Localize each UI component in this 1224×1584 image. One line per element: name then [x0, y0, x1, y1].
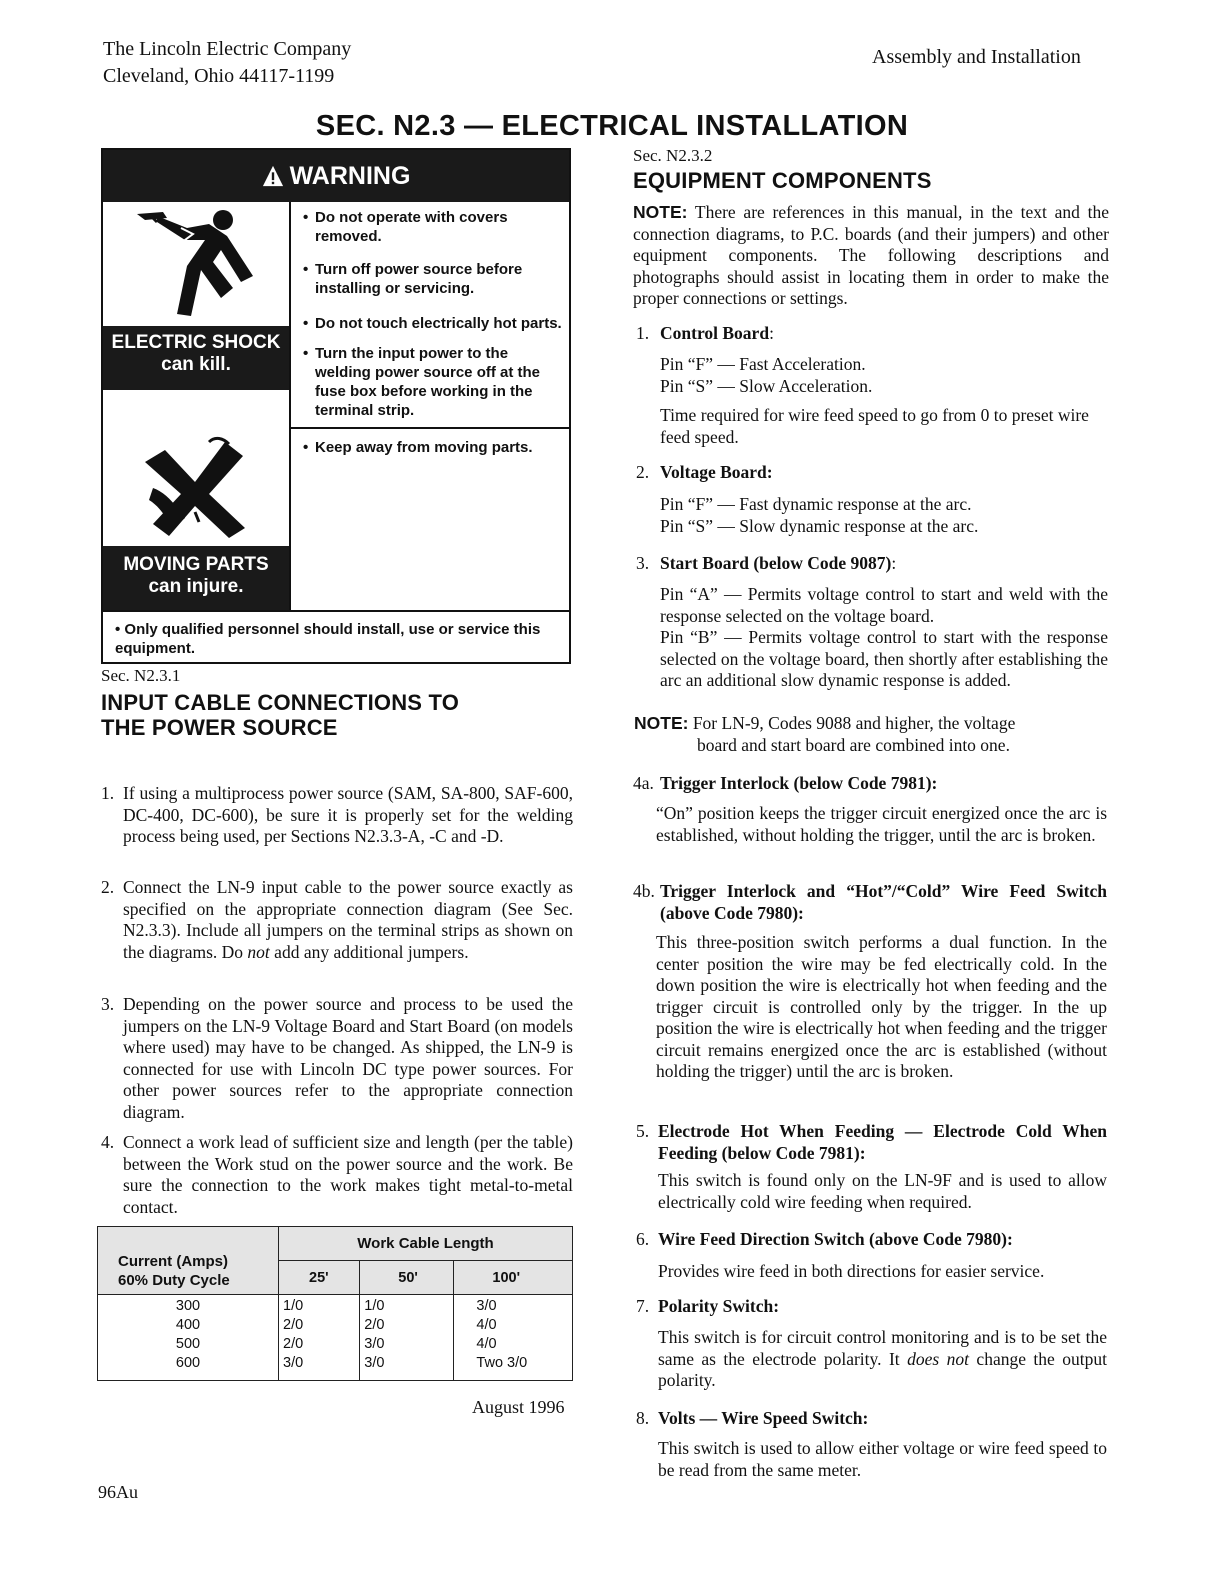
note-label: NOTE:	[634, 713, 689, 733]
pin-description: Pin “S” — Slow Acceleration.	[660, 375, 873, 396]
description-text-part: This switch is for circuit control monitoring and is to be set the same as the electrode polarity. It	[658, 1327, 1107, 1369]
description-emphasis: does not	[907, 1348, 969, 1369]
list-item-number: 4.	[101, 1132, 115, 1152]
subsection-title-left	[101, 690, 571, 740]
component-title	[660, 323, 774, 345]
column-50	[360, 1295, 454, 1381]
list-item-number: 1.	[101, 783, 115, 803]
company-name: The Lincoln Electric Company	[103, 38, 352, 60]
component-title: Electrode Hot When Feeding — Electrode Cold When Feeding (below Code 7981):	[658, 1121, 1107, 1163]
list-item-number: 2.	[101, 877, 115, 897]
table-cell: 3/0	[364, 1355, 385, 1371]
list-item-text: Connect a work lead of sufficient size and length (per the table) between the Work stud on the power source and the work. Be sure the connection to the work makes tight metal-to-metal contact.	[123, 1132, 573, 1217]
work-cable-length-header: Work Cable Length	[279, 1227, 573, 1261]
list-item-emphasis: not	[247, 941, 270, 962]
pin-description: Pin “F” — Fast dynamic response at the arc.	[660, 494, 972, 514]
component-number: 7.	[636, 1296, 650, 1316]
component-number: 8.	[636, 1408, 650, 1428]
pin-description: Pin “S” — Slow dynamic response at the arc.	[660, 515, 979, 536]
subsection-number-left: Sec. N2.3.1	[101, 666, 181, 685]
table-cell: 3/0	[364, 1336, 385, 1352]
company-address: Cleveland, Ohio 44117-1199	[103, 65, 335, 87]
current-column	[98, 1295, 279, 1381]
electric-shock-label	[103, 326, 289, 390]
component-title: Wire Feed Direction Switch (above Code 7980):	[658, 1229, 1013, 1249]
table-cell: 500	[175, 1336, 201, 1352]
table-cell: 3/0	[283, 1355, 304, 1371]
component-title	[660, 553, 896, 575]
component-description: This three-position switch performs a dual function. In the center position the wire may be fed electrically cold. In the down position the wire is electrically hot when feeding and the trigger circuit is controlled only by the trigger. In the up position the wire is electrically hot when feeding and the trigger circuit remains energized once the arc is established (without holding the trigger) until the arc is broken.	[656, 932, 1107, 1081]
list-item-text-part: Connect the LN-9 input cable to the power source exactly as specified on the appropriate connection diagram (See Sec. N2.3.3). Include all jumpers on the terminal strips as shown on the diagrams. Do	[123, 877, 573, 962]
table-cell: 400	[175, 1317, 201, 1333]
table-cell: 4/0	[476, 1336, 497, 1352]
column-25	[279, 1295, 360, 1381]
subsection-title-line2: THE POWER SOURCE	[101, 715, 338, 740]
shock-bullet: • Turn the input power to the welding power source off at the fuse box before working in the terminal strip.	[315, 344, 559, 420]
list-item-number: 3.	[101, 994, 115, 1014]
moving-parts-label-line2: can injure.	[148, 576, 244, 597]
component-number: 2.	[636, 462, 650, 482]
shock-bullet: • Do not touch electrically hot parts.	[315, 314, 577, 333]
component-title: Trigger Interlock and “Hot”/“Cold” Wire Feed Switch (above Code 7980):	[660, 881, 1107, 923]
warning-banner	[103, 150, 569, 202]
moving-parts-icon	[125, 432, 265, 542]
table-cell: 1/0	[283, 1298, 304, 1314]
component-description: “On” position keeps the trigger circuit energized once the arc is established, without holding the trigger, until the arc is broken.	[656, 803, 1107, 845]
table-body	[98, 1295, 573, 1381]
table-cell: 3/0	[476, 1298, 497, 1314]
component-number: 5.	[636, 1121, 650, 1141]
warning-box	[101, 148, 571, 664]
subsection-number-right: Sec. N2.3.2	[633, 146, 713, 165]
table-cell: Two 3/0	[476, 1355, 528, 1371]
note-text: board and start board are combined into one.	[697, 734, 1010, 755]
component-description: This switch is used to allow either voltage or wire feed speed to be read from the same meter.	[658, 1438, 1107, 1480]
column-header-50: 50'	[360, 1261, 454, 1295]
component-description: Provides wire feed in both directions for easier service.	[658, 1261, 1045, 1281]
component-number: 3.	[636, 553, 650, 573]
moving-parts-label	[103, 546, 289, 610]
component-title: Volts — Wire Speed Switch:	[658, 1408, 869, 1428]
pin-description: Pin “F” — Fast Acceleration.	[660, 354, 866, 374]
warning-banner-text: WARNING	[289, 161, 411, 190]
column-100	[454, 1295, 573, 1381]
electric-shock-label-line1: ELECTRIC SHOCK	[111, 332, 281, 353]
component-pins	[660, 354, 1110, 397]
component-title-colon: :	[769, 323, 774, 343]
table-cell: 600	[175, 1355, 201, 1371]
qualified-personnel-note: • Only qualified personnel should install, use or service this equipment.	[115, 621, 541, 657]
component-number: 6.	[636, 1229, 650, 1249]
electric-shock-label-line2: can kill.	[161, 354, 231, 375]
table-cell: 300	[175, 1298, 201, 1314]
warning-divider-middle	[289, 427, 571, 429]
table-cell: 2/0	[283, 1317, 304, 1333]
section-label: Assembly and Installation	[872, 46, 1081, 68]
subsection-title-right: EQUIPMENT COMPONENTS	[633, 168, 932, 193]
component-description	[658, 1327, 1107, 1392]
note-label: NOTE:	[633, 202, 688, 222]
components-note	[633, 202, 1109, 310]
component-title-text: Start Board (below Code 9087)	[660, 553, 892, 573]
component-title: Trigger Interlock (below Code 7981):	[660, 773, 938, 793]
warning-triangle-icon	[262, 165, 284, 187]
warning-divider-bottom	[103, 610, 569, 612]
shock-bullet: • Turn off power source before installing or servicing.	[315, 260, 577, 298]
table-cell: 2/0	[364, 1317, 385, 1333]
moving-parts-label-line1: MOVING PARTS	[123, 554, 269, 575]
note-text: For LN-9, Codes 9088 and higher, the voltage	[688, 713, 1016, 733]
publication-date: August 1996	[472, 1397, 565, 1417]
component-title-text: Control Board	[660, 323, 770, 343]
component-pins	[660, 494, 1110, 537]
work-cable-table	[97, 1226, 573, 1381]
list-item-text-part: add any additional jumpers.	[269, 941, 469, 962]
current-header-line1: Current (Amps)	[118, 1253, 229, 1270]
component-number: 1.	[636, 323, 650, 343]
company-header	[103, 36, 351, 90]
shock-bullet: • Do not operate with covers removed.	[315, 208, 577, 246]
list-item-text: Depending on the power source and process to be used the jumpers on the LN-9 Voltage Board and Start Board (on models where used) may have to be changed. As shipped, the LN-9 is connected for use with Lincoln DC type power sources. For other power sources refer to the appropriate connection diagram.	[123, 994, 573, 1122]
component-title: Voltage Board:	[660, 462, 773, 482]
table-cell: 4/0	[476, 1317, 497, 1333]
electric-shock-icon	[117, 206, 273, 326]
table-cell: 1/0	[364, 1298, 385, 1314]
warning-divider-vertical	[289, 202, 291, 612]
column-header-25: 25'	[279, 1261, 360, 1295]
moving-bullet: • Keep away from moving parts.	[315, 438, 577, 457]
description-text-part: change the output polarity.	[658, 1348, 1107, 1390]
table-cell: 2/0	[283, 1336, 304, 1352]
note-text: There are references in this manual, in the text and the connection diagrams, to P.C. boards (and their jumpers) and other equipment components. The following descriptions and photographs should assist in locating them in order to make the proper connections or settings.	[633, 202, 1109, 308]
component-description: Time required for wire feed speed to go from 0 to preset wire feed speed.	[660, 405, 1089, 447]
list-item-text: If using a multiprocess power source (SAM, SA-800, SAF-600, DC-400, DC-600), be sure it is properly set for the welding process being used, per Sections N2.3.3-A, -C and -D.	[123, 783, 573, 846]
list-item-text	[123, 877, 573, 963]
page-code: 96Au	[98, 1482, 138, 1502]
component-title: Polarity Switch:	[658, 1296, 780, 1316]
current-header-line2: 60% Duty Cycle	[118, 1272, 230, 1289]
component-number: 4b.	[633, 881, 655, 901]
pin-description: Pin “B” — Permits voltage control to start with the response selected on the voltage board, then shortly after establishing the arc an additional slow dynamic response is added.	[660, 627, 1108, 690]
section-title: SEC. N2.3 — ELECTRICAL INSTALLATION	[315, 110, 909, 142]
column-header-100: 100'	[454, 1261, 573, 1295]
pin-description: Pin “A” — Permits voltage control to start and weld with the response selected on the voltage board.	[660, 584, 1108, 626]
component-description: This switch is found only on the LN-9F and is used to allow electrically cold wire feeding when required.	[658, 1170, 1107, 1212]
current-header	[98, 1227, 279, 1295]
subsection-title-line1: INPUT CABLE CONNECTIONS TO	[101, 690, 460, 715]
combined-board-note	[634, 713, 1108, 756]
component-number: 4a.	[633, 773, 654, 793]
component-title-colon: :	[891, 553, 897, 573]
